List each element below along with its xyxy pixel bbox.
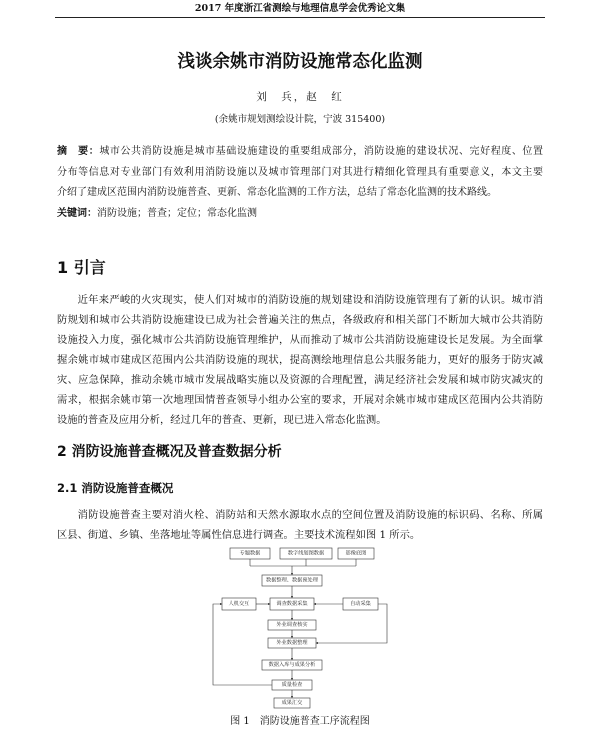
keywords-line — [57, 204, 543, 225]
flow-label-field-sort: 外业数据整理 — [276, 640, 308, 646]
flow-label-thematic-data: 专题数据 — [239, 550, 261, 557]
subsection-2-1-heading: 2.1 消防设施普查概况 — [57, 481, 174, 495]
flowchart — [200, 543, 400, 713]
flow-label-dlg-data: 数字线划图数据 — [287, 550, 325, 557]
flow-label-qc: 质量检查 — [281, 682, 303, 688]
paper-affiliation: (余姚市规划测绘设计院，宁波 315400) — [214, 114, 386, 125]
abstract-label: 摘 要： — [57, 146, 100, 157]
section-1-paragraph — [57, 290, 543, 430]
flow-label-field-check: 外业调查核实 — [276, 622, 308, 628]
flow-label-delivery: 成果汇交 — [281, 700, 303, 706]
paragraph-line: 设施投入力度，强化城市公共消防设施管理维护，从而推动了城市公共消防设施建设长足发展。为全面掌 — [57, 334, 543, 346]
paper-title: 浅谈余姚市消防设施常态化监测 — [177, 52, 423, 72]
flow-label-collect: 调查数据采集 — [276, 601, 308, 607]
keywords-label: 关键词： — [57, 207, 97, 219]
abstract-line — [57, 142, 543, 163]
paragraph-line: 消防设施普查主要对消火栓、消防站和天然水源取水点的空间位置及消防设施的标识码、名称、所属 — [77, 509, 543, 521]
abstract-block — [57, 142, 543, 224]
section-2-heading: 2 消防设施普查概况及普查数据分析 — [57, 444, 282, 460]
flow-label-preprocess: 数据整理、数据预处理 — [266, 577, 318, 584]
abstract-text: 城市公共消防设施是城市基础设施建设的重要组成部分，消防设施的建设状况、完好程度、位置 — [99, 146, 543, 157]
section-1-heading: 1 引言 — [57, 258, 106, 277]
flow-label-manual: 人机交互 — [228, 601, 250, 607]
figure-caption: 图 1 消防设施普查工序流程图 — [230, 716, 370, 727]
flow-feedback-line — [213, 604, 272, 685]
running-header: 2017 年度浙江省测绘与地理信息学会优秀论文集 — [194, 3, 406, 14]
paragraph-line: 需求，根据余姚市第一次地理国情普查领导小组办公室的要求，开展对余姚市城市建成区范围内公共消防 — [57, 394, 543, 406]
paper-authors: 刘 兵，赵 红 — [256, 91, 344, 103]
abstract-line: 分布等信息对专业部门有效利用消防设施以及城市管理部门对其进行精细化管理具有重要意义，本文主要 — [57, 166, 543, 178]
abstract-line: 介绍了建成区范围内消防设施普查、更新、常态化监测的工作方法，总结了常态化监测的技术路线。 — [57, 187, 497, 198]
flow-label-db-analysis: 数据入库与成果分析 — [268, 662, 316, 668]
paragraph-line: 区县、街道、乡镇、坐落地址等属性信息进行调查。主要技术流程如图 1 所示。 — [57, 529, 421, 541]
paragraph-line: 防规划和城市公共消防设施建设已成为社会普遍关注的焦点，各级政府和相关部门不断加大城市公共消防 — [57, 314, 543, 326]
paragraph-line: 灾、应急保障，推动余姚市城市发展战略实施以及资源的合理配置，满足经济社会发展和城市防灾减灾的 — [57, 374, 543, 386]
paragraph-line: 设施的普查及应用分析，经过几年的普查、更新，现已进入常态化监测。 — [57, 414, 387, 426]
subsection-2-1-paragraph — [57, 505, 543, 545]
flow-label-base-map: 影像底图 — [345, 550, 367, 557]
keywords-text: 消防设施；普查；定位；常态化监测 — [97, 207, 257, 219]
paragraph-line: 近年来严峻的火灾现实，使人们对城市的消防设施的规划建设和消防设施管理有了新的认识。城市消 — [77, 294, 543, 306]
header-rule — [55, 17, 545, 18]
flow-label-auto: 自动采集 — [350, 601, 371, 607]
paragraph-line: 握余姚市城市建成区范围内公共消防设施的现状，提高测绘地理信息公共服务能力，更好的服务于防灾减 — [57, 354, 543, 366]
